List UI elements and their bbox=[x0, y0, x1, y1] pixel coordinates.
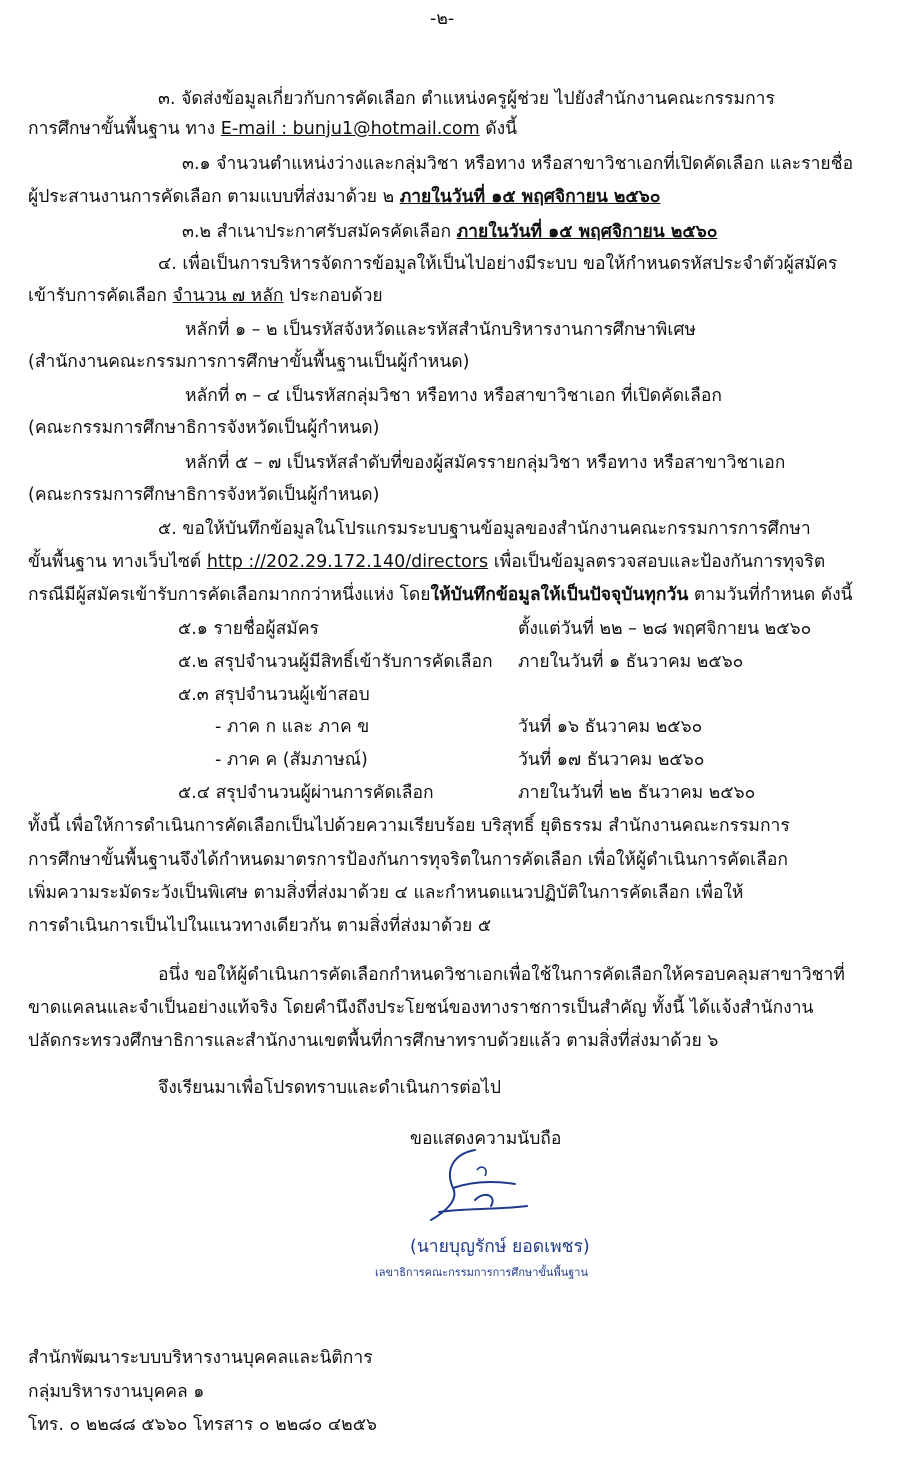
section-3-1-line-2 bbox=[28, 186, 660, 208]
schedule-date: วันที่ ๑๖ ธันวาคม ๒๕๖๐ bbox=[518, 717, 703, 737]
schedule-item: - ภาค ค (สัมภาษณ์) bbox=[215, 750, 368, 770]
section-3-line-2 bbox=[28, 118, 517, 140]
section-3-1-deadline: ภายในวันที่ ๑๕ พฤศจิกายน ๒๕๖๐ bbox=[399, 187, 661, 207]
section-5-line-3-text: กรณีมีผู้สมัครเข้ารับการคัดเลือกมากกว่าหนึ่งแห่ง โดย bbox=[28, 585, 431, 605]
schedule-date: ภายในวันที่ ๒๒ ธันวาคม ๒๕๖๐ bbox=[518, 783, 756, 803]
digit-1-2-note: (สำนักงานคณะกรรมการการศึกษาขั้นพื้นฐานเป็นผู้กำหนด) bbox=[28, 352, 470, 372]
section-5-text-end: เพื่อเป็นข้อมูลตรวจสอบและป้องกันการทุจริต bbox=[488, 552, 826, 572]
section-3-line-1: ๓. จัดส่งข้อมูลเกี่ยวกับการคัดเลือก ตำแหน่งครูผู้ช่วย ไปยังสำนักงานคณะกรรมการ bbox=[158, 89, 775, 109]
section-4-text: เข้ารับการคัดเลือก bbox=[28, 286, 173, 306]
regards-line: ขอแสดงความนับถือ bbox=[410, 1129, 562, 1149]
schedule-item: ๕.๒ สรุปจำนวนผู้มีสิทธิ์เข้ารับการคัดเลือก bbox=[178, 652, 493, 672]
further-line-3: ปลัดกระทรวงศึกษาธิการและสำนักงานเขตพื้นที่การศึกษาทราบด้วยแล้ว ตามสิ่งที่ส่งมาด้วย ๖ bbox=[28, 1031, 719, 1051]
closing-line-3: เพิ่มความระมัดระวังเป็นพิเศษ ตามสิ่งที่ส่งมาด้วย ๔ และกำหนดแนวปฏิบัติในการคัดเลือก เพื่อให้ bbox=[28, 883, 744, 903]
section-5-emphasis: ให้บันทึกข้อมูลให้เป็นปัจจุบันทุกวัน bbox=[430, 585, 689, 605]
digit-1-2: หลักที่ ๑ – ๒ เป็นรหัสจังหวัดและรหัสสำนักบริหารงานการศึกษาพิเศษ bbox=[185, 320, 696, 340]
schedule-date: วันที่ ๑๗ ธันวาคม ๒๕๖๐ bbox=[518, 750, 705, 770]
digit-3-4-note: (คณะกรรมการศึกษาธิการจังหวัดเป็นผู้กำหนด) bbox=[28, 418, 380, 438]
schedule-item: ๕.๔ สรุปจำนวนผู้ผ่านการคัดเลือก bbox=[178, 783, 434, 803]
further-line-2: ขาดแคลนและจำเป็นอย่างแท้จริง โดยคำนึงถึงประโยชน์ของทางราชการเป็นสำคัญ ทั้งนี้ ได้แจ้งสำนักงาน bbox=[28, 998, 814, 1018]
schedule-item: ๕.๑ รายชื่อผู้สมัคร bbox=[178, 619, 319, 639]
section-3-2-text: ๓.๒ สำเนาประกาศรับสมัครคัดเลือก bbox=[182, 222, 457, 242]
signer-name: (นายบุญรักษ์ ยอดเพชร) bbox=[410, 1237, 590, 1257]
section-4-line-2 bbox=[28, 285, 383, 307]
digit-5-7-note: (คณะกรรมการศึกษาธิการจังหวัดเป็นผู้กำหนด) bbox=[28, 485, 380, 505]
schedule-date: ภายในวันที่ ๑ ธันวาคม ๒๕๖๐ bbox=[518, 652, 744, 672]
section-3-line-2-text: การศึกษาขั้นพื้นฐาน ทาง bbox=[28, 119, 221, 139]
section-4-end: ประกอบด้วย bbox=[283, 286, 383, 306]
footer-group: กลุ่มบริหารงานบุคคล ๑ bbox=[28, 1382, 205, 1402]
signer-title: เลขาธิการคณะกรรมการการศึกษาขั้นพื้นฐาน bbox=[375, 1266, 588, 1279]
footer-office: สำนักพัฒนาระบบบริหารงานบุคคลและนิติการ bbox=[28, 1348, 373, 1368]
section-3-line-2-end: ดังนี้ bbox=[479, 119, 518, 139]
digit-5-7: หลักที่ ๕ – ๗ เป็นรหัสลำดับที่ของผู้สมัครรายกลุ่มวิชา หรือทาง หรือสาขาวิชาเอก bbox=[185, 453, 786, 473]
section-3-2-deadline: ภายในวันที่ ๑๕ พฤศจิกายน ๒๕๖๐ bbox=[456, 222, 718, 242]
schedule-item: ๕.๓ สรุปจำนวนผู้เข้าสอบ bbox=[178, 685, 370, 705]
schedule-date: ตั้งแต่วันที่ ๒๒ – ๒๘ พฤศจิกายน ๒๕๖๐ bbox=[518, 619, 812, 639]
schedule-item: - ภาค ก และ ภาค ข bbox=[215, 717, 370, 737]
email-link[interactable]: E-mail : bunju1@hotmail.com bbox=[220, 119, 480, 139]
section-5-line-1: ๕. ขอให้บันทึกข้อมูลในโปรแกรมระบบฐานข้อมูลของสำนักงานคณะกรรมการการศึกษา bbox=[158, 519, 811, 539]
further-line-1: อนึ่ง ขอให้ผู้ดำเนินการคัดเลือกกำหนดวิชาเอกเพื่อใช้ในการคัดเลือกให้ครอบคลุมสาขาวิชาที่ bbox=[158, 965, 845, 985]
footer-phone: โทร. ๐ ๒๒๘๘ ๕๖๖๐ โทรสาร ๐ ๒๒๘๐ ๔๒๕๖ bbox=[28, 1415, 378, 1435]
directors-url-link[interactable]: http ://202.29.172.140/directors bbox=[206, 552, 489, 572]
closing-line-4: การดำเนินการเป็นไปในแนวทางเดียวกัน ตามสิ่งที่ส่งมาด้วย ๕ bbox=[28, 916, 492, 936]
section-3-1-line-1: ๓.๑ จำนวนตำแหน่งว่างและกลุ่มวิชา หรือทาง หรือสาขาวิชาเอกที่เปิดคัดเลือก และรายชื่อ bbox=[182, 154, 854, 174]
section-5-line-2 bbox=[28, 551, 825, 573]
closing-line-2: การศึกษาขั้นพื้นฐานจึงได้กำหนดมาตรการป้องกันการทุจริตในการคัดเลือก เพื่อให้ผู้ดำเนินการคัดเลือก bbox=[28, 850, 788, 870]
closing-line-1: ทั้งนี้ เพื่อให้การดำเนินการคัดเลือกเป็นไปด้วยความเรียบร้อย บริสุทธิ์ ยุติธรรม สำนักงานคณะกรรมการ bbox=[28, 816, 790, 836]
page-number: -๒- bbox=[430, 9, 455, 29]
section-4-line-1: ๔. เพื่อเป็นการบริหารจัดการข้อมูลให้เป็นไปอย่างมีระบบ ขอให้กำหนดรหัสประจำตัวผู้สมัคร bbox=[158, 254, 838, 274]
request-line: จึงเรียนมาเพื่อโปรดทราบและดำเนินการต่อไป bbox=[158, 1078, 502, 1098]
section-3-1-text: ผู้ประสานงานการคัดเลือก ตามแบบที่ส่งมาด้วย ๒ bbox=[28, 187, 400, 207]
digit-3-4: หลักที่ ๓ – ๔ เป็นรหัสกลุ่มวิชา หรือทาง หรือสาขาวิชาเอก ที่เปิดคัดเลือก bbox=[185, 386, 722, 406]
signature-image bbox=[415, 1140, 535, 1230]
section-5-line-3 bbox=[28, 584, 853, 606]
section-5-line-3-end: ตามวันที่กำหนด ดังนี้ bbox=[688, 585, 853, 605]
section-3-2-line bbox=[182, 221, 717, 243]
section-4-digit-count: จำนวน ๗ หลัก bbox=[172, 286, 284, 306]
section-5-text: ขั้นพื้นฐาน ทางเว็บไซต์ bbox=[28, 552, 207, 572]
